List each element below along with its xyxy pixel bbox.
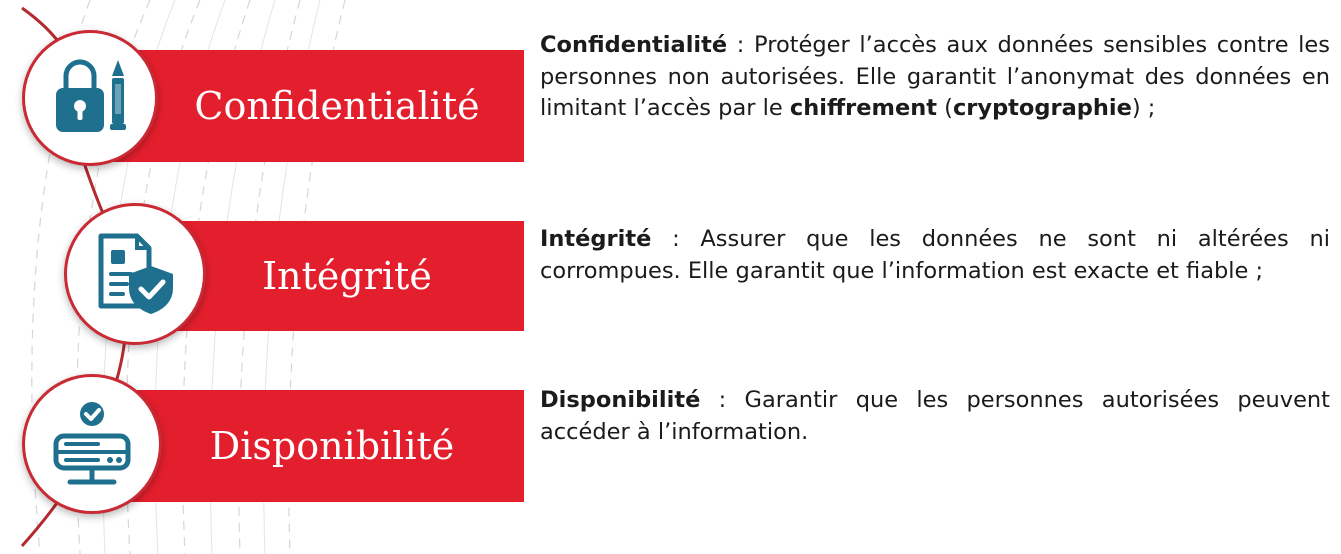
- icon-circle: [22, 374, 162, 514]
- separator: :: [727, 32, 755, 58]
- banner-confidentialite: [100, 50, 524, 162]
- banner-label: Disponibilité: [209, 424, 455, 468]
- description-text: Garantir que les personnes autorisées peuvent accéder à l’information.: [540, 387, 1330, 445]
- banner-integrite: [150, 221, 524, 331]
- description-integrite: [540, 224, 1330, 287]
- document-shield-check-icon: [87, 226, 183, 322]
- pillar-integrite: [0, 195, 540, 345]
- keyword-cryptographie: cryptographie: [952, 95, 1132, 121]
- separator: :: [700, 387, 745, 413]
- icon-circle: [22, 30, 158, 166]
- banner-label: Intégrité: [262, 254, 432, 298]
- term: Intégrité: [540, 226, 652, 252]
- description-confidentialite: [540, 30, 1330, 125]
- lock-pen-icon: [42, 50, 138, 146]
- term: Disponibilité: [540, 387, 701, 413]
- description-text: ) ;: [1131, 95, 1156, 121]
- pillar-confidentialite: [0, 28, 540, 178]
- banner-disponibilite: [100, 390, 524, 502]
- term: Confidentialité: [540, 32, 728, 58]
- description-disponibilite: [540, 385, 1330, 448]
- server-check-icon: [42, 394, 142, 494]
- description-text: Protéger l’accès aux données sensibles contre les personnes non autorisées. Elle garantit l’anonymat des données en limitant l’accès par le: [540, 32, 1330, 121]
- description-text: Assurer que les données ne sont ni altérées ni corrompues. Elle garantit que l’information est exacte et fiable ;: [540, 226, 1330, 284]
- icon-circle: [64, 203, 206, 345]
- separator: :: [651, 226, 701, 252]
- pillar-disponibilite: [0, 362, 540, 512]
- keyword-chiffrement: chiffrement: [789, 95, 938, 121]
- description-text: (: [937, 95, 953, 121]
- banner-label: Confidentialité: [194, 84, 480, 128]
